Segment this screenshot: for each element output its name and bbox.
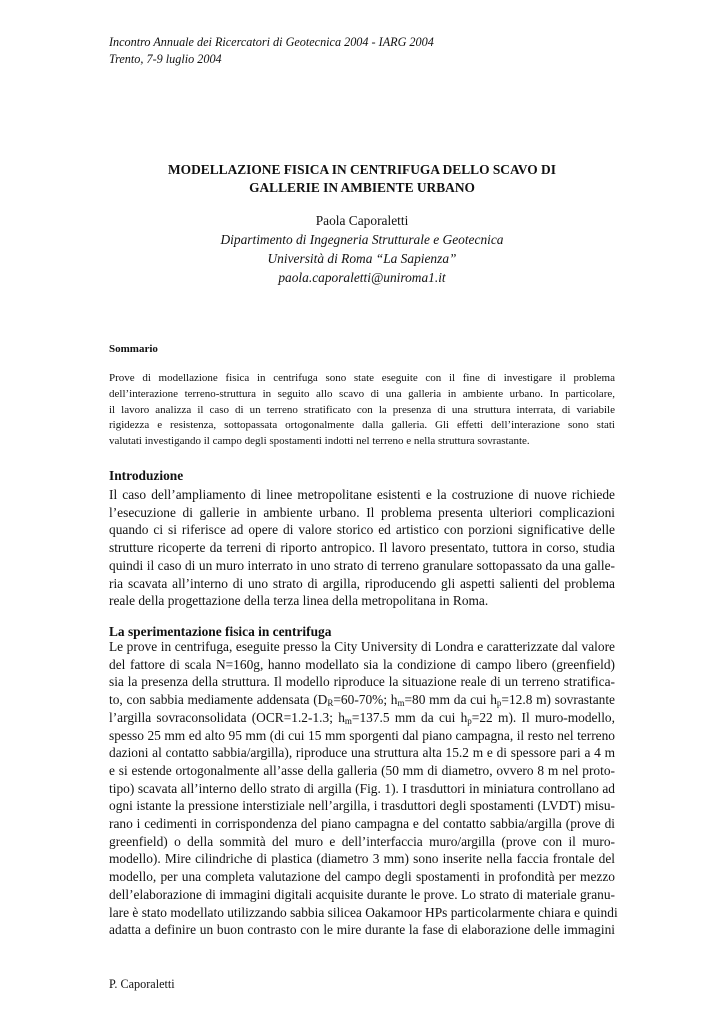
text-run: to, con sabbia mediamente addensata (D xyxy=(109,692,328,708)
author-university: Università di Roma “La Sapienza” xyxy=(267,251,457,266)
abstract-heading: Sommario xyxy=(109,343,158,355)
text-run: =12.8 m) sovrastante xyxy=(501,692,615,708)
conference-name: Incontro Annuale dei Ricercatori di Geotecnica 2004 - IARG 2004 xyxy=(109,35,434,49)
body-line: l’esecuzione di gallerie in ambiente urbano. Il problema presenta ulteriori complicazioni xyxy=(109,504,615,520)
title-line-2: GALLERIE IN AMBIENTE URBANO xyxy=(249,180,475,195)
body-line: reale della progettazione della terza linea della metropolitana in Roma. xyxy=(109,593,489,609)
sperimentazione-text xyxy=(109,638,618,939)
text-run: =60-70%; h xyxy=(333,692,398,708)
subscript: p xyxy=(467,715,472,726)
body-line: dell’elaborazione di immagini digitali acquisite durante le prove. Lo strato di materiale granu- xyxy=(109,886,615,902)
body-line: ogni istante la pressione interstiziale nell’argilla, i trasduttori degli spostamenti (LVDT) misu- xyxy=(109,798,615,814)
body-line: ria scavata all’interno di uno strato di argilla, riproducendo gli aspetti salienti del problema xyxy=(109,575,615,591)
body-line: lare è stato modellato utilizzando sabbia silicea Oakamoor HPs particolarmente chiara e quindi xyxy=(109,904,618,920)
author-block xyxy=(109,211,615,287)
abstract-line: dell’interazione terreno-struttura in seguito allo scavo di una galleria in ambiente urbano. In particolare, xyxy=(109,387,615,400)
introduzione-text xyxy=(109,486,615,610)
body-line: quindi il caso di un muro interrato in uno strato di terreno granulare sottopassato da una galle- xyxy=(109,557,615,573)
author-department: Dipartimento di Ingegneria Strutturale e Geotecnica xyxy=(220,232,504,247)
body-line: tipo) scavata all’interno dello strato di argilla (Fig. 1). I trasduttori in miniatura controllano ad xyxy=(109,780,615,796)
body-line: Le prove in centrifuga, eseguite presso la City University di Londra e caratterizzate dal valore xyxy=(109,639,615,654)
body-line: adatta a definire un buon contrasto con le mire durante la fase di elaborazione delle immagini xyxy=(109,922,615,938)
abstract-line: valutati investigando il campo degli spostamenti indotti nel terreno e nella struttura sovrastante. xyxy=(109,435,530,448)
conference-header xyxy=(109,34,434,68)
abstract-line: rigidezza e resistenza, sottopassata ortogonalmente dalla galleria. Gli effetti dell’interazione sono stati xyxy=(109,419,615,432)
author-email[interactable]: paola.caporaletti@uniroma1.it xyxy=(278,270,446,285)
paper-title xyxy=(109,161,615,197)
page-footer-author: P. Caporaletti xyxy=(109,977,175,991)
conference-place-date: Trento, 7-9 luglio 2004 xyxy=(109,52,222,66)
section-heading-introduzione: Introduzione xyxy=(109,468,184,483)
text-run: =137.5 mm da cui h xyxy=(351,709,468,725)
abstract-line: Prove di modellazione fisica in centrifuga sono state eseguite con il fine di investigare il problema xyxy=(109,372,615,384)
text-run: l’argilla sovraconsolidata (OCR=1.2-1.3; h xyxy=(109,709,345,725)
subscript: m xyxy=(397,698,405,709)
subscript: p xyxy=(496,698,502,709)
abstract-text xyxy=(109,371,615,450)
body-line: del fattore di scala N=160g, hanno modellato sia la condizione di campo libero (greenfield) xyxy=(109,656,615,672)
section-heading-sperimentazione: La sperimentazione fisica in centrifuga xyxy=(109,624,332,639)
body-line: spesso 25 mm ed alto 95 mm (di cui 15 mm sporgenti dal piano campagna, il resto nel terreno xyxy=(109,727,615,743)
body-line: dazioni al contatto sabbia/argilla), riproduce una struttura alta 15.2 m e di spessore pari a 4 m xyxy=(109,745,615,761)
body-line: Il caso dell’ampliamento di linee metropolitane esistenti e la costruzione di nuove richiede xyxy=(109,487,615,502)
subscript: m xyxy=(344,715,352,726)
body-line: quando ci si riferisce ad opere di valore storico ed artistico con porzioni significative delle xyxy=(109,522,615,538)
body-line: modello). Mire cilindriche di plastica (diametro 3 mm) sono inserite nella faccia frontale del xyxy=(109,851,615,867)
body-line xyxy=(109,709,615,727)
abstract-line: il lavoro analizza il caso di un terreno stratificato con la presenza di una struttura interrata, di variabile xyxy=(109,403,615,416)
body-line: e si estende ortogonalmente all’asse della galleria (50 mm di diametro, ovvero 8 m nel proto- xyxy=(109,762,615,778)
text-run: =80 mm da cui h xyxy=(404,692,497,708)
title-line-1: MODELLAZIONE FISICA IN CENTRIFUGA DELLO SCAVO DI xyxy=(168,162,556,177)
body-line: greenfield) o della sommità del muro e dell’interfaccia muro/argilla (prove con il muro- xyxy=(109,833,615,849)
subscript: R xyxy=(327,698,334,709)
body-line: modello, per una completa valutazione del campo degli spostamenti in profondità per mezzo xyxy=(109,869,615,885)
body-line xyxy=(109,691,615,709)
body-line: rano i cedimenti in corrispondenza del piano campagna e del contatto sabbia/argilla (prove di xyxy=(109,816,615,832)
text-run: =22 m). Il muro-modello, xyxy=(471,709,615,725)
body-line: sia la presenza della struttura. Il modello riproduce la situazione reale di un terreno stratifica- xyxy=(109,674,615,690)
author-name: Paola Caporaletti xyxy=(315,213,409,228)
body-line: strutture ricoperte da terreni di riporto antropico. Il lavoro presentato, tuttora in corso, studia xyxy=(109,540,615,556)
